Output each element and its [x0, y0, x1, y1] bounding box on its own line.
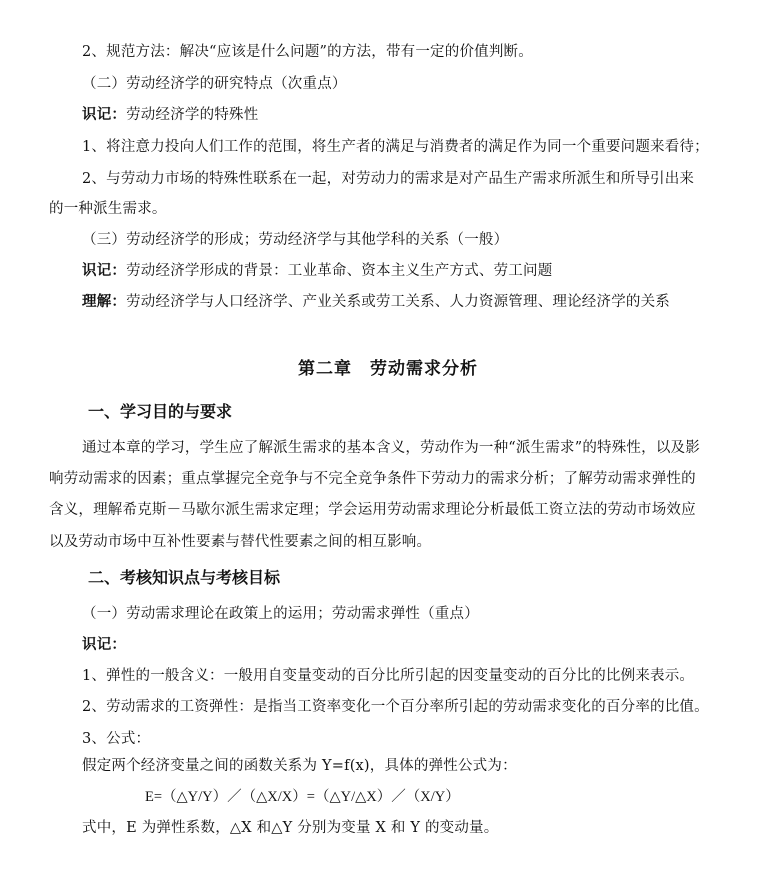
objectives-paragraph-line-2: 响劳动需求的因素；重点掌握完全竞争与不完全竞争条件下劳动力的需求分析；了解劳动需求弹性的 [49, 471, 696, 487]
formation-memorize-line [82, 261, 552, 281]
research-features-heading: （二）劳动经济学的研究特点（次重点） [82, 76, 347, 92]
normative-method-line: 2、规范方法：解决“应该是什么问题”的方法，带有一定的价值判断。 [82, 44, 533, 60]
feature-item-1: 1、将注意力投向人们工作的范围，将生产者的满足与消费者的满足作为同一个重要问题来看待； [82, 139, 709, 155]
objectives-paragraph-line-3: 含义，理解希克斯－马歇尔派生需求定理；学会运用劳动需求理论分析最低工资立法的劳动市场效应 [49, 502, 696, 518]
understand-label: 理解： [82, 293, 127, 310]
memorize-label: 识记： [82, 636, 127, 653]
chapter-name: 劳动需求分析 [370, 359, 478, 379]
formation-memorize-text: 劳动经济学形成的背景：工业革命、资本主义生产方式、劳工问题 [126, 263, 553, 279]
elasticity-item-1: 1、弹性的一般含义：一般用自变量变动的百分比所引起的因变量变动的百分比的比例来表示。 [82, 668, 695, 684]
feature-item-2: 2、与劳动力市场的特殊性联系在一起，对劳动力的需求是对产品生产需求所派生和所导引出来 [82, 171, 695, 187]
elasticity-item-2: 2、劳动需求的工资弹性：是指当工资率变化一个百分率所引起的劳动需求变化的百分率的比值。 [82, 699, 709, 715]
section-heading-assessment: 二、考核知识点与考核目标 [88, 568, 281, 587]
memorize-label: 识记： [82, 106, 127, 123]
objectives-paragraph-line-1: 通过本章的学习，学生应了解派生需求的基本含义，劳动作为一种“派生需求”的特殊性，以及影 [82, 440, 700, 456]
memorize-label: 识记： [82, 262, 127, 279]
chapter-number: 第二章 [298, 359, 352, 379]
relations-understand-text: 劳动经济学与人口经济学、产业关系或劳工关系、人力资源管理、理论经济学的关系 [126, 294, 671, 310]
elasticity-item-3: 3、公式： [82, 731, 151, 747]
formula-explanation-line: 式中，E 为弹性系数，△X 和△Y 分别为变量 X 和 Y 的变动量。 [82, 820, 499, 836]
features-memorize-text: 劳动经济学的特殊性 [126, 107, 259, 123]
section-heading-objectives: 一、学习目的与要求 [88, 402, 233, 421]
formation-heading: （三）劳动经济学的形成；劳动经济学与其他学科的关系（一般） [82, 232, 509, 248]
relations-understand-line [82, 292, 670, 312]
features-memorize-line [82, 105, 258, 125]
elasticity-formula: E=（△Y/Y）／（△X/X）=（△Y/△X）／（X/Y） [145, 789, 460, 805]
function-assumption-line: 假定两个经济变量之间的函数关系为 Y=f(x)，具体的弹性公式为： [82, 758, 517, 774]
chapter-title [0, 358, 776, 380]
demand-theory-subheading: （一）劳动需求理论在政策上的运用；劳动需求弹性（重点） [82, 606, 479, 622]
objectives-paragraph-line-4: 以及劳动市场中互补性要素与替代性要素之间的相互影响。 [49, 534, 432, 550]
feature-item-2-continued: 的一种派生需求。 [49, 201, 167, 217]
